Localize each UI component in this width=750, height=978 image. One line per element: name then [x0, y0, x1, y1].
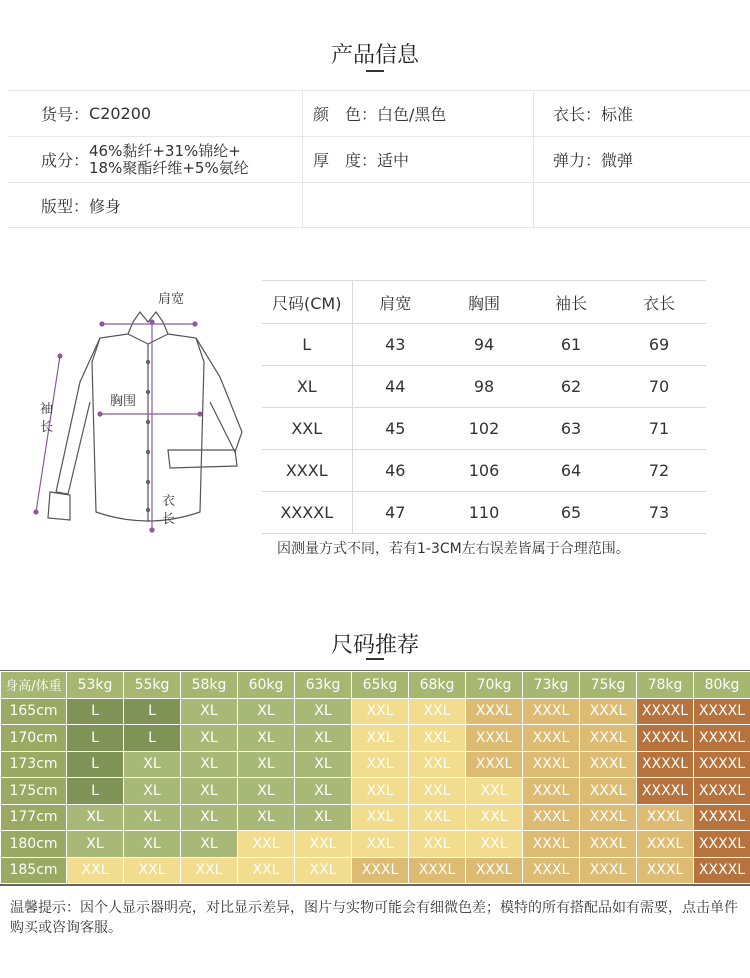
recommended-size-cell: XXL [295, 857, 352, 884]
weight-header: 80kg [694, 672, 750, 699]
recommended-size-cell: XXL [409, 778, 466, 805]
sleeve-label-2: 长 [40, 420, 54, 435]
measurement-cell: 64 [530, 450, 612, 492]
height-row [1, 831, 750, 858]
height-row [1, 778, 750, 805]
info-value: C20200 [89, 104, 152, 123]
recommended-size-cell: XXXL [637, 831, 694, 858]
recommended-size-cell: XXL [409, 804, 466, 831]
recommended-size-cell: XXXL [580, 725, 637, 752]
tip-text: 温馨提示：因个人显示器明亮，对比显示差异，图片与实物可能会有细微色差；模特的所有搭配品如有需要，点击单件购买或咨询客服。 [10, 900, 738, 936]
height-label: 185cm [1, 857, 67, 884]
column-header: 尺码(CM) [262, 281, 352, 324]
info-item-elasticity [553, 137, 633, 182]
recommended-size-cell: XXL [124, 857, 181, 884]
measurement-cell: 72 [612, 450, 706, 492]
title-underline [366, 70, 384, 72]
recommended-size-cell: XXXL [580, 857, 637, 884]
recommended-size-cell: XXXXL [694, 725, 750, 752]
recommended-size-cell: XL [181, 698, 238, 725]
recommended-size-cell: XXL [352, 751, 409, 778]
recommended-size-cell: XXXL [523, 751, 580, 778]
weight-header: 68kg [409, 672, 466, 699]
recommended-size-cell: XL [295, 725, 352, 752]
recommended-size-cell: XXXL [580, 698, 637, 725]
info-item-item-no [41, 91, 151, 136]
weight-header: 70kg [466, 672, 523, 699]
recommended-size-cell: XXXXL [637, 725, 694, 752]
size-cell: XXXL [262, 450, 352, 492]
shirt-diagram [30, 282, 255, 537]
info-label: 弹力： [553, 151, 602, 170]
size-recommendation-grid [0, 671, 750, 884]
recommended-size-cell: L [67, 778, 124, 805]
info-item-fit [41, 183, 121, 228]
product-info-grid [8, 90, 750, 228]
size-cell: L [262, 324, 352, 366]
info-value: 标准 [601, 105, 634, 124]
measurement-cell: 46 [352, 450, 438, 492]
info-value: 适中 [377, 151, 410, 170]
measurement-cell: 69 [612, 324, 706, 366]
recommended-size-cell: XXL [352, 698, 409, 725]
recommended-size-cell: XL [295, 804, 352, 831]
info-label: 厚 度： [313, 151, 378, 170]
recommended-size-cell: XXXXL [637, 778, 694, 805]
size-row [262, 366, 706, 408]
composition-line-2: 18%聚酯纤维+5%氨纶 [89, 158, 249, 177]
recommended-size-cell: L [67, 725, 124, 752]
recommended-size-cell: XXL [238, 857, 295, 884]
measurement-cell: 98 [438, 366, 530, 408]
recommended-size-cell: XXXL [523, 857, 580, 884]
recommended-size-cell: XL [181, 778, 238, 805]
info-label: 衣长： [553, 105, 602, 124]
recommended-size-cell: XXXL [466, 698, 523, 725]
recommended-size-cell: XL [124, 804, 181, 831]
recommended-size-cell: XXXXL [694, 857, 750, 884]
height-label: 173cm [1, 751, 67, 778]
recommended-size-cell: XL [181, 804, 238, 831]
weight-header: 73kg [523, 672, 580, 699]
recommended-size-cell: XXXL [466, 751, 523, 778]
size-row [262, 324, 706, 366]
measurement-cell: 44 [352, 366, 438, 408]
recommended-size-cell: XXXL [637, 804, 694, 831]
size-cell: XXXXL [262, 492, 352, 534]
measurement-cell: 73 [612, 492, 706, 534]
recommended-size-cell: XXXL [523, 804, 580, 831]
recommended-size-cell: XXXXL [637, 698, 694, 725]
info-value [89, 143, 249, 177]
recommended-size-cell: XXL [181, 857, 238, 884]
info-item-color [313, 91, 446, 136]
recommended-size-cell: XL [238, 778, 295, 805]
weight-header: 55kg [124, 672, 181, 699]
weight-header: 65kg [352, 672, 409, 699]
recommended-size-cell: XXXL [466, 725, 523, 752]
length-label-1: 衣 [162, 494, 176, 509]
info-label: 版型： [41, 197, 90, 216]
recommended-size-cell: XL [124, 831, 181, 858]
recommended-size-cell: XL [124, 778, 181, 805]
info-label: 颜 色： [313, 105, 378, 124]
recommended-size-cell: XXL [67, 857, 124, 884]
info-row [8, 183, 750, 229]
height-label: 177cm [1, 804, 67, 831]
recommended-size-cell: XXXL [409, 857, 466, 884]
shoulder-label: 肩宽 [158, 292, 185, 307]
recommended-size-cell: XL [295, 778, 352, 805]
recommended-size-cell: XXXXL [694, 778, 750, 805]
corner-label: 身高/体重 [1, 672, 67, 699]
measurement-cell: 47 [352, 492, 438, 534]
recommended-size-cell: L [67, 698, 124, 725]
height-row [1, 725, 750, 752]
recommended-size-cell: XL [181, 831, 238, 858]
weight-header: 75kg [580, 672, 637, 699]
recommended-size-cell: XXL [409, 831, 466, 858]
recommended-size-cell: XXXL [466, 857, 523, 884]
measurement-cell: 110 [438, 492, 530, 534]
recommended-size-cell: XL [67, 831, 124, 858]
measurement-note: 因测量方式不同，若有1-3CM左右误差皆属于合理范围。 [277, 541, 630, 557]
weight-header: 53kg [67, 672, 124, 699]
height-row [1, 857, 750, 884]
measurement-cell: 63 [530, 408, 612, 450]
size-table [262, 280, 706, 534]
measurement-cell: 61 [530, 324, 612, 366]
height-label: 165cm [1, 698, 67, 725]
info-item-thickness [313, 137, 409, 182]
recommended-size-cell: XXL [352, 804, 409, 831]
recommended-size-cell: XXXL [352, 857, 409, 884]
recommended-size-cell: XXL [295, 831, 352, 858]
recommended-size-cell: XXXL [580, 804, 637, 831]
weight-header: 63kg [295, 672, 352, 699]
recommended-size-cell: XL [124, 751, 181, 778]
recommended-size-cell: L [124, 698, 181, 725]
measurement-cell: 65 [530, 492, 612, 534]
recommended-size-cell: XXL [466, 831, 523, 858]
recommended-size-cell: XXXXL [637, 751, 694, 778]
recommended-size-cell: XL [67, 804, 124, 831]
recommended-size-cell: XXXL [523, 725, 580, 752]
weight-header: 60kg [238, 672, 295, 699]
recommended-size-cell: XL [238, 725, 295, 752]
recommended-size-cell: XXXL [580, 751, 637, 778]
recommended-size-cell: XXL [352, 778, 409, 805]
info-item-composition [41, 137, 249, 182]
length-label-2: 长 [162, 512, 176, 527]
recommended-size-cell: XXL [352, 831, 409, 858]
height-row [1, 751, 750, 778]
size-row [262, 408, 706, 450]
recommended-size-cell: XXXL [637, 857, 694, 884]
weight-header: 58kg [181, 672, 238, 699]
recommended-size-cell: XXL [409, 698, 466, 725]
column-header: 胸围 [438, 281, 530, 324]
height-label: 180cm [1, 831, 67, 858]
sleeve-label-1: 袖 [40, 402, 54, 417]
title-underline [366, 658, 384, 660]
column-header: 肩宽 [352, 281, 438, 324]
size-table-body [262, 324, 706, 534]
column-header: 衣长 [612, 281, 706, 324]
recommended-size-cell: XL [181, 725, 238, 752]
recommended-size-cell: XXXL [523, 778, 580, 805]
recommended-size-cell: XXL [409, 751, 466, 778]
measurement-cell: 70 [612, 366, 706, 408]
recommended-size-cell: XXXXL [694, 751, 750, 778]
weight-header-row [1, 672, 750, 699]
size-cell: XL [262, 366, 352, 408]
recommended-size-cell: L [67, 751, 124, 778]
info-value: 微弹 [601, 151, 634, 170]
recommended-size-cell: XXL [238, 831, 295, 858]
recommended-size-cell: XXXL [580, 778, 637, 805]
measurement-cell: 45 [352, 408, 438, 450]
info-label: 成分： [41, 151, 90, 170]
recommended-size-cell: XXL [466, 778, 523, 805]
info-label: 货号： [41, 105, 90, 124]
recommended-size-cell: XL [181, 751, 238, 778]
chest-label: 胸围 [110, 394, 137, 409]
recommended-size-cell: XXXXL [694, 698, 750, 725]
measurement-cell: 62 [530, 366, 612, 408]
info-row [8, 91, 750, 137]
recommended-size-cell: XXXXL [694, 831, 750, 858]
recommended-size-cell: XXXXL [694, 804, 750, 831]
measurement-cell: 71 [612, 408, 706, 450]
recommended-size-cell: XL [238, 698, 295, 725]
measurement-cell: 102 [438, 408, 530, 450]
info-value: 白色/黑色 [377, 105, 447, 124]
height-label: 170cm [1, 725, 67, 752]
info-row [8, 137, 750, 183]
recommended-size-cell: XL [238, 804, 295, 831]
info-value: 修身 [89, 197, 122, 216]
recommended-size-cell: XXL [352, 725, 409, 752]
measurement-cell: 94 [438, 324, 530, 366]
shirt-illustration [30, 282, 255, 537]
composition-line-1: 46%黏纤+31%锦纶+ [89, 141, 241, 160]
recommended-size-cell: XL [238, 751, 295, 778]
grid-bottom-border [0, 884, 750, 886]
size-row [262, 492, 706, 534]
measurement-cell: 106 [438, 450, 530, 492]
info-item-length [553, 91, 633, 136]
height-row [1, 804, 750, 831]
height-label: 175cm [1, 778, 67, 805]
size-cell: XXL [262, 408, 352, 450]
recommended-size-cell: XXXL [580, 831, 637, 858]
recommended-size-cell: XXXL [523, 698, 580, 725]
size-table-header [262, 281, 706, 324]
recommendation-title: 尺码推荐 [330, 633, 419, 658]
recommended-size-cell: XXXL [523, 831, 580, 858]
recommendation-body [1, 672, 750, 884]
weight-header: 78kg [637, 672, 694, 699]
recommended-size-cell: XXL [466, 804, 523, 831]
column-header: 袖长 [530, 281, 612, 324]
recommended-size-cell: XL [295, 698, 352, 725]
recommended-size-cell: XXL [409, 725, 466, 752]
height-row [1, 698, 750, 725]
recommended-size-cell: XL [295, 751, 352, 778]
recommended-size-cell: L [124, 725, 181, 752]
measurement-cell: 43 [352, 324, 438, 366]
product-info-title: 产品信息 [330, 43, 419, 68]
size-row [262, 450, 706, 492]
